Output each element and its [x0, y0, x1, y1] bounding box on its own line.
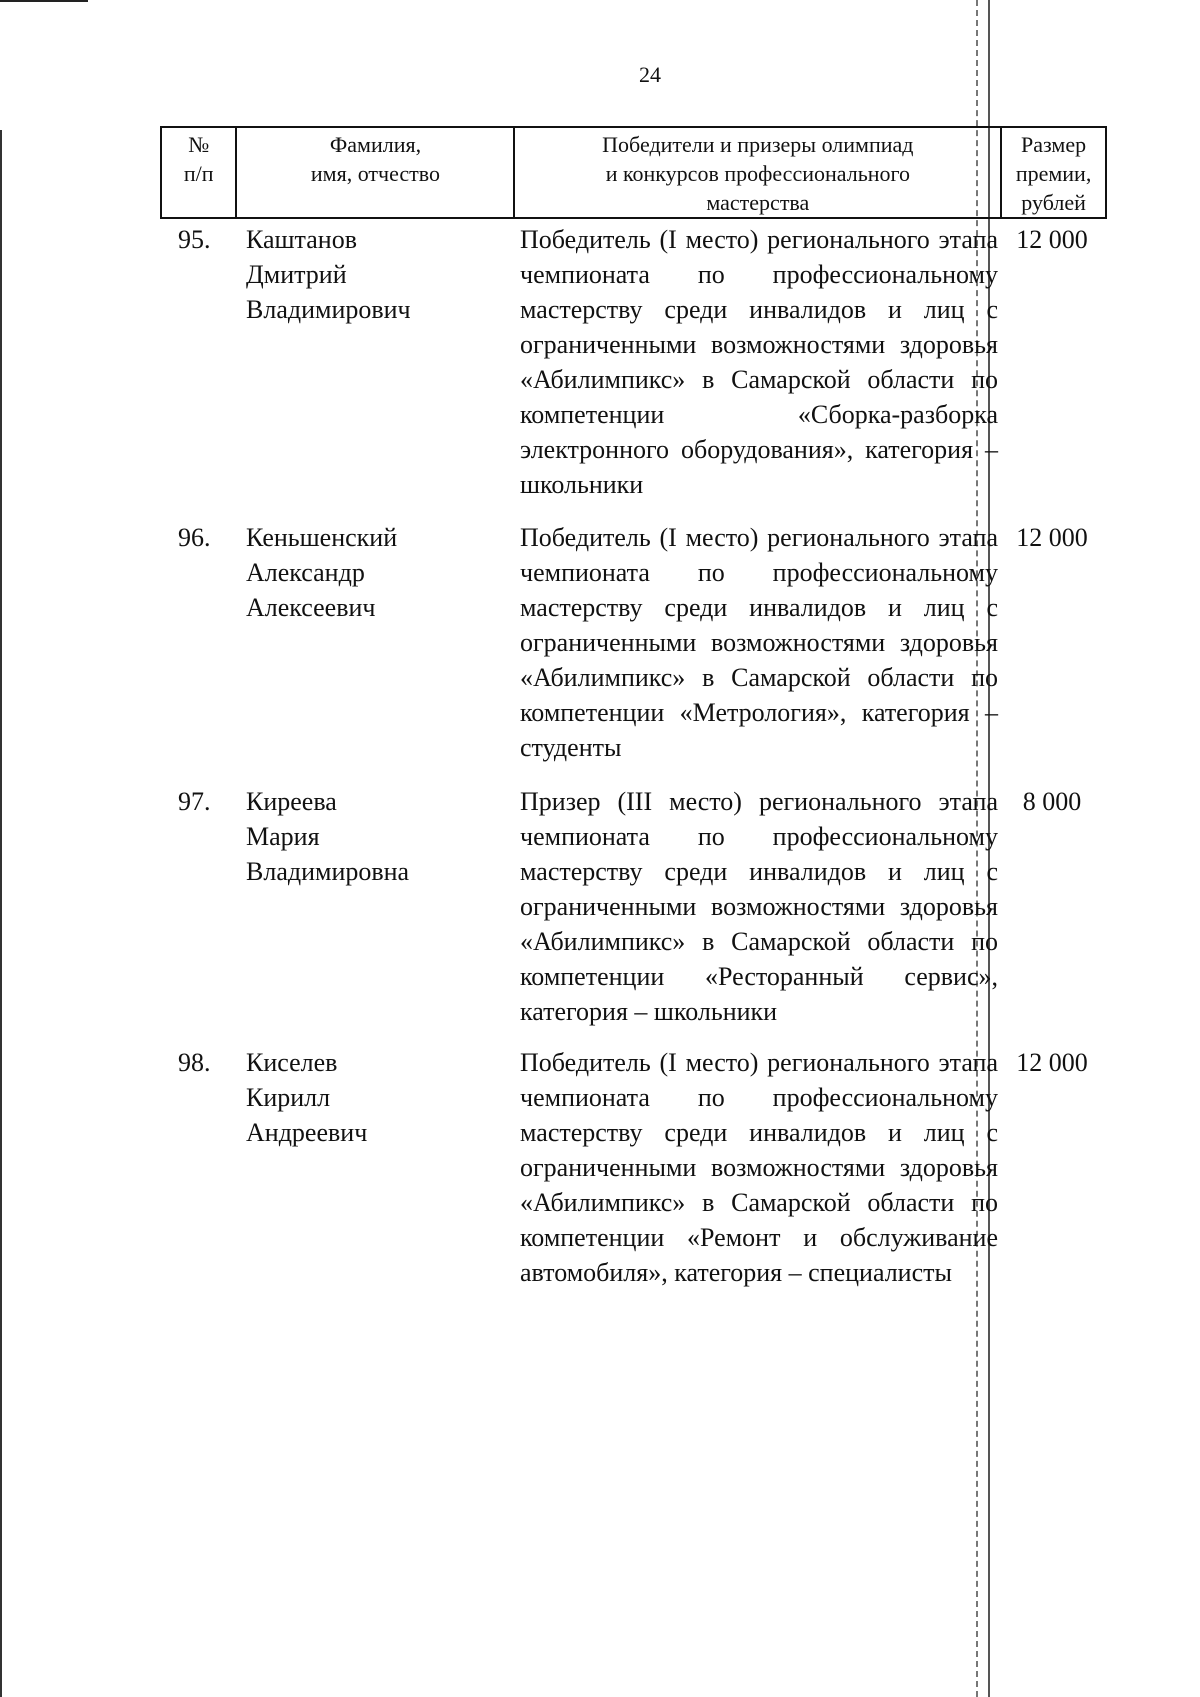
person-name	[246, 1045, 516, 1150]
first-name: Кирилл	[246, 1083, 331, 1112]
patronymic: Владимирович	[246, 295, 411, 324]
person-name	[246, 222, 516, 327]
scan-artifact-left-edge	[0, 130, 2, 1697]
person-name	[246, 784, 516, 889]
surname: Киреева	[246, 787, 337, 816]
row-number: 96.	[178, 523, 211, 552]
row-number: 97.	[178, 787, 211, 816]
surname: Каштанов	[246, 225, 357, 254]
first-name: Мария	[246, 822, 320, 851]
header-achievement: Победители и призеры олимпиад и конкурсов профессионального мастерства	[514, 127, 1001, 218]
achievement-description: Победитель (I место) регионального этапа чемпионата по профессиональному мастерству среди инвалидов и лиц с ограниченными возможностями здоровья «Абилимпикс» в Самарской области по компетенции «Ремонт и обслуживание автомобиля», категория – специалисты	[520, 1048, 998, 1287]
patronymic: Андреевич	[246, 1118, 368, 1147]
table-header	[160, 126, 1107, 219]
prize-amount: 12 000	[1016, 523, 1088, 552]
achievement-description: Победитель (I место) регионального этапа чемпионата по профессиональному мастерству среди инвалидов и лиц с ограниченными возможностями здоровья «Абилимпикс» в Самарской области по компетенции «Метрология», категория – студенты	[520, 523, 998, 762]
person-name	[246, 520, 516, 625]
prize-amount: 12 000	[1016, 225, 1088, 254]
first-name: Дмитрий	[246, 260, 347, 289]
header-full-name: Фамилия, имя, отчество	[236, 127, 514, 218]
first-name: Александр	[246, 558, 365, 587]
row-number: 98.	[178, 1048, 211, 1077]
row-number: 95.	[178, 225, 211, 254]
patronymic: Владимировна	[246, 857, 410, 886]
patronymic: Алексеевич	[246, 593, 376, 622]
achievement-description: Победитель (I место) регионального этапа чемпионата по профессиональному мастерству среди инвалидов и лиц с ограниченными возможностями здоровья «Абилимпикс» в Самарской области по компетенции «Сборка-разборка электронного оборудования», категория – школьники	[520, 225, 998, 499]
prize-amount: 12 000	[1016, 1048, 1088, 1077]
surname: Киселев	[246, 1048, 338, 1077]
achievement-description: Призер (III место) регионального этапа чемпионата по профессиональному мастерству среди инвалидов и лиц с ограниченными возможностями здоровья «Абилимпикс» в Самарской области по компетенции «Ресторанный сервис», категория – школьники	[520, 787, 998, 1026]
header-prize: Размер премии, рублей	[1001, 127, 1106, 218]
page-number: 24	[639, 62, 661, 87]
prize-amount: 8 000	[1022, 787, 1082, 816]
surname: Кеньшенский	[246, 523, 398, 552]
scan-artifact-top-line	[0, 0, 88, 2]
header-number: № п/п	[161, 127, 236, 218]
